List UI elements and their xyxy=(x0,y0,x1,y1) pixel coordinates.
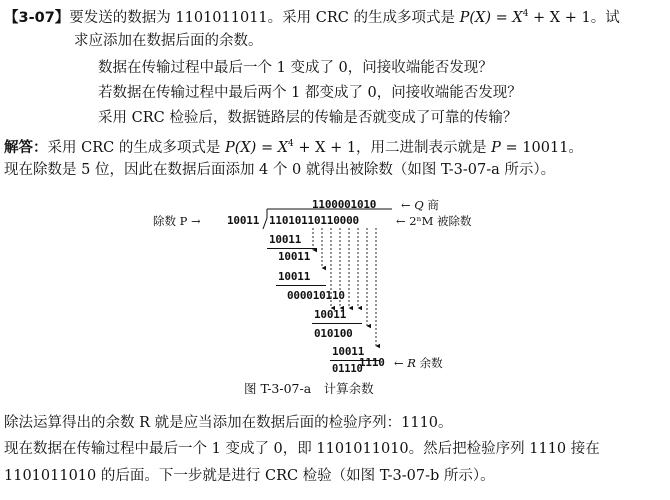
dividend: 11010110110000 xyxy=(269,214,359,227)
problem-tag: 【3-07】 xyxy=(4,9,70,26)
figure-caption: 图 T-3-07-a 计算余数 xyxy=(244,381,374,396)
problem-line-1: 【3-07】要发送的数据为 1101011011。采用 CRC 的生成多项式是 $P(X) = X^4 + X + 1$。试 xyxy=(4,9,620,26)
step-remainder: 10011 xyxy=(278,250,311,263)
step-rule xyxy=(267,248,317,249)
problem-line-4: 若数据在传输过程中最后两个 1 都变成了 0，问接收端能否发现？ xyxy=(98,85,522,101)
divisor-label: 除数 P → xyxy=(153,214,201,228)
remainder: 1110 xyxy=(359,356,385,369)
step-subtrahend: 10011 xyxy=(269,233,302,246)
answer-line-1: 解答：采用 CRC 的生成多项式是 $P(X) = X^4 + X + 1$，用二进制表示就是 P = 10011。 xyxy=(4,139,583,156)
problem-line-3: 数据在传输过程中最后一个 1 变成了 0，问接收端能否发现？ xyxy=(98,60,493,76)
step-subtrahend: 10011 xyxy=(314,308,347,321)
step-subtrahend: 10011 xyxy=(278,270,311,283)
answer-line-2: 现在除数是 5 位，因此在数据后面添加 4 个 0 就得出被除数（如图 T-3-07-a 所示）。 xyxy=(4,162,556,178)
dividend-label: ← 2ⁿM 被除数 xyxy=(396,214,472,228)
bottom-line-3: 1101011010 的后面。下一步就是进行 CRC 检验（如图 T-3-07-b 所示）。 xyxy=(4,468,495,484)
step-subtrahend: 10011 xyxy=(332,345,365,358)
step-remainder: 010100 xyxy=(314,327,353,340)
division-figure xyxy=(150,198,510,374)
quotient-label: ← Q 商 xyxy=(401,198,439,212)
step-rule xyxy=(276,285,326,286)
quotient: 1100001010 xyxy=(312,198,377,211)
step-remainder: 01110 xyxy=(332,363,363,375)
step-rule xyxy=(312,323,362,324)
divisor: 10011 xyxy=(227,214,260,227)
answer-label: 解答： xyxy=(4,139,48,156)
problem-line-2: 求应添加在数据后面的余数。 xyxy=(74,33,263,49)
step-remainder: 000010110 xyxy=(287,289,345,302)
problem-line-5: 采用 CRC 检验后，数据链路层的传输是否就变成了可靠的传输？ xyxy=(98,110,518,126)
division-bracket xyxy=(263,209,267,229)
bottom-line-1: 除法运算得出的余数 R 就是应当添加在数据后面的检验序列：1110。 xyxy=(4,415,453,431)
remainder-label: ← R 余数 xyxy=(394,356,443,370)
bottom-line-2: 现在数据在传输过程中最后一个 1 变成了 0，即 1101011010。然后把检验序列 1110 接在 xyxy=(4,441,600,457)
